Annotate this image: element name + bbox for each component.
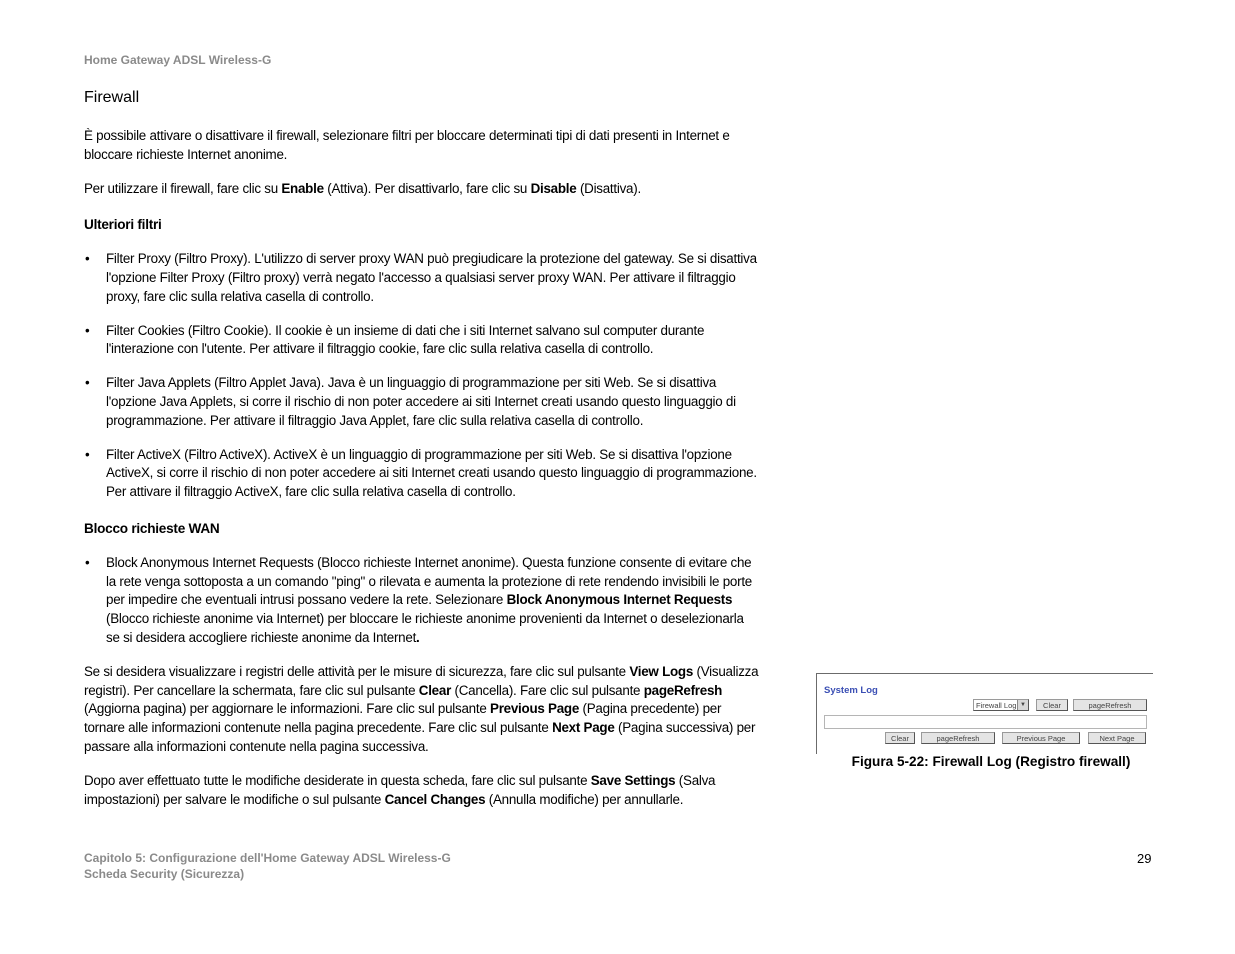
previous-page-button[interactable]: Previous Page (1002, 732, 1080, 744)
log-type-select[interactable] (973, 699, 1029, 711)
page-refresh-button-bottom[interactable]: pageRefresh (921, 732, 995, 744)
text-run: Dopo aver effettuato tutte le modifiche desiderate in questa scheda, fare clic sul pulsante (84, 772, 591, 788)
bold-term: pageRefresh (643, 682, 723, 698)
filters-heading: Ulteriori filtri (84, 217, 162, 233)
wan-list (84, 554, 759, 648)
text-run: (Aggiorna pagina) per aggiornare le informazioni. Fare clic sul pulsante (84, 701, 491, 717)
chevron-down-icon: ▼ (1017, 700, 1028, 710)
bold-term: Disable (530, 180, 577, 196)
running-header: Home Gateway ADSL Wireless-G (84, 53, 272, 67)
select-value: Firewall Log (976, 701, 1017, 710)
list-item: • Filter Proxy (Filtro Proxy). L'utilizzo di server proxy WAN può pregiudicare la protezione del gateway. Se si disattiva l'opzione Filter Proxy (Filtro proxy) verrà negato l'accesso a qualsiasi server proxy WAN. Per attivare il filtraggio proxy, fare clic sulla relativa casella di controllo. (84, 250, 759, 306)
bold-term: Next Page (552, 720, 615, 736)
text-run: Block Anonymous Internet Requests (Blocco richieste Internet anonime). Questa funzione consente di evitare che la rete venga sottoposta a un comando "ping" o rilevata e aumenta la protezione di rete rendendo invisibili le porte per impedire che eventuali intrusi possano vedere la rete. Selezionare (106, 554, 752, 608)
section-title: Firewall (84, 89, 140, 106)
figure-caption: Figura 5-22: Firewall Log (Registro firewall) (851, 754, 1131, 769)
list-item: • Filter Cookies (Filtro Cookie). Il cookie è un insieme di dati che i siti Internet salvano sul computer durante l'interazione con l'utente. Per attivare il filtraggio cookie, fare clic sulla relativa casella di controllo. (84, 322, 759, 360)
list-item (84, 554, 759, 648)
bold-term: Save Settings (590, 772, 676, 788)
footer-chapter: Capitolo 5: Configurazione dell'Home Gateway ADSL Wireless-G (84, 851, 451, 865)
list-item: • Filter Java Applets (Filtro Applet Java). Java è un linguaggio di programmazione per siti Web. Se si disattiva l'opzione Java Applets, si corre il rischio di non poter accedere ai siti Internet creati usando questo linguaggio di programmazione. Per attivare il filtraggio Java Applet, fare clic sulla relativa casella di controllo. (84, 374, 759, 430)
intro-paragraph: È possibile attivare o disattivare il firewall, selezionare filtri per bloccare determinati tipi di dati presenti in Internet e bloccare richieste Internet anonime. (84, 128, 730, 162)
clear-button-bottom[interactable]: Clear (885, 732, 915, 744)
logs-paragraph (84, 663, 759, 757)
bold-term: Enable (281, 180, 324, 196)
system-log-panel (816, 673, 1153, 754)
bold-term: . (416, 629, 420, 645)
text-run: (Cancella). Fare clic sul pulsante (451, 682, 644, 698)
bold-term: Cancel Changes (384, 791, 486, 807)
text-run: (Pagina successiva) per passare alla informazioni contenute nella pagina successiva. (84, 720, 756, 754)
clear-button[interactable]: Clear (1036, 699, 1068, 711)
page-refresh-button[interactable]: pageRefresh (1073, 699, 1147, 711)
filters-list (84, 250, 759, 502)
text-run: (Attiva). Per disattivarlo, fare clic su (323, 180, 531, 196)
text-run: (Salva impostazioni) per salvare le modifiche o sul pulsante (84, 772, 716, 807)
list-item: • Filter ActiveX (Filtro ActiveX). ActiveX è un linguaggio di programmazione per siti Web. Se si disattiva l'opzione ActiveX, si corre il rischio di non poter accedere ai siti Internet creati usando questo linguaggio di programmazione. Per attivare il filtraggio ActiveX, fare clic sulla relativa casella di controllo. (84, 446, 759, 502)
system-log-figure (816, 673, 1154, 755)
bold-term: Clear (418, 682, 452, 698)
text-run: (Disattiva). (576, 180, 641, 196)
text-run: (Blocco richieste anonime via Internet) per bloccare le richieste anonime provenienti da Internet o deselezionarla se si desidera accogliere richieste anonime da Internet (106, 611, 744, 645)
text-run: (Pagina precedente) per tornare alle informazioni contenute nella pagina precedente. Fare clic sul pulsante (84, 701, 722, 736)
save-paragraph (84, 772, 759, 810)
text-run: (Annulla modifiche) per annullarle. (485, 791, 684, 807)
bold-term: Previous Page (490, 701, 580, 717)
bold-term: Block Anonymous Internet Requests (506, 592, 733, 608)
log-output-area (824, 715, 1147, 729)
text-run: Per utilizzare il firewall, fare clic su (84, 180, 282, 196)
text-run: (Visualizza registri). Per cancellare la schermata, fare clic sul pulsante (84, 663, 759, 698)
panel-title: System Log (824, 685, 878, 696)
wan-heading: Blocco richieste WAN (84, 520, 220, 536)
body-text (84, 127, 759, 824)
enable-paragraph (84, 180, 759, 199)
text-run: Se si desidera visualizzare i registri delle attività per le misure di sicurezza, fare clic sul pulsante (84, 663, 630, 679)
next-page-button[interactable]: Next Page (1088, 732, 1146, 744)
footer-section: Scheda Security (Sicurezza) (84, 867, 245, 881)
page-number: 29 (1137, 851, 1152, 866)
bold-term: View Logs (629, 663, 694, 679)
